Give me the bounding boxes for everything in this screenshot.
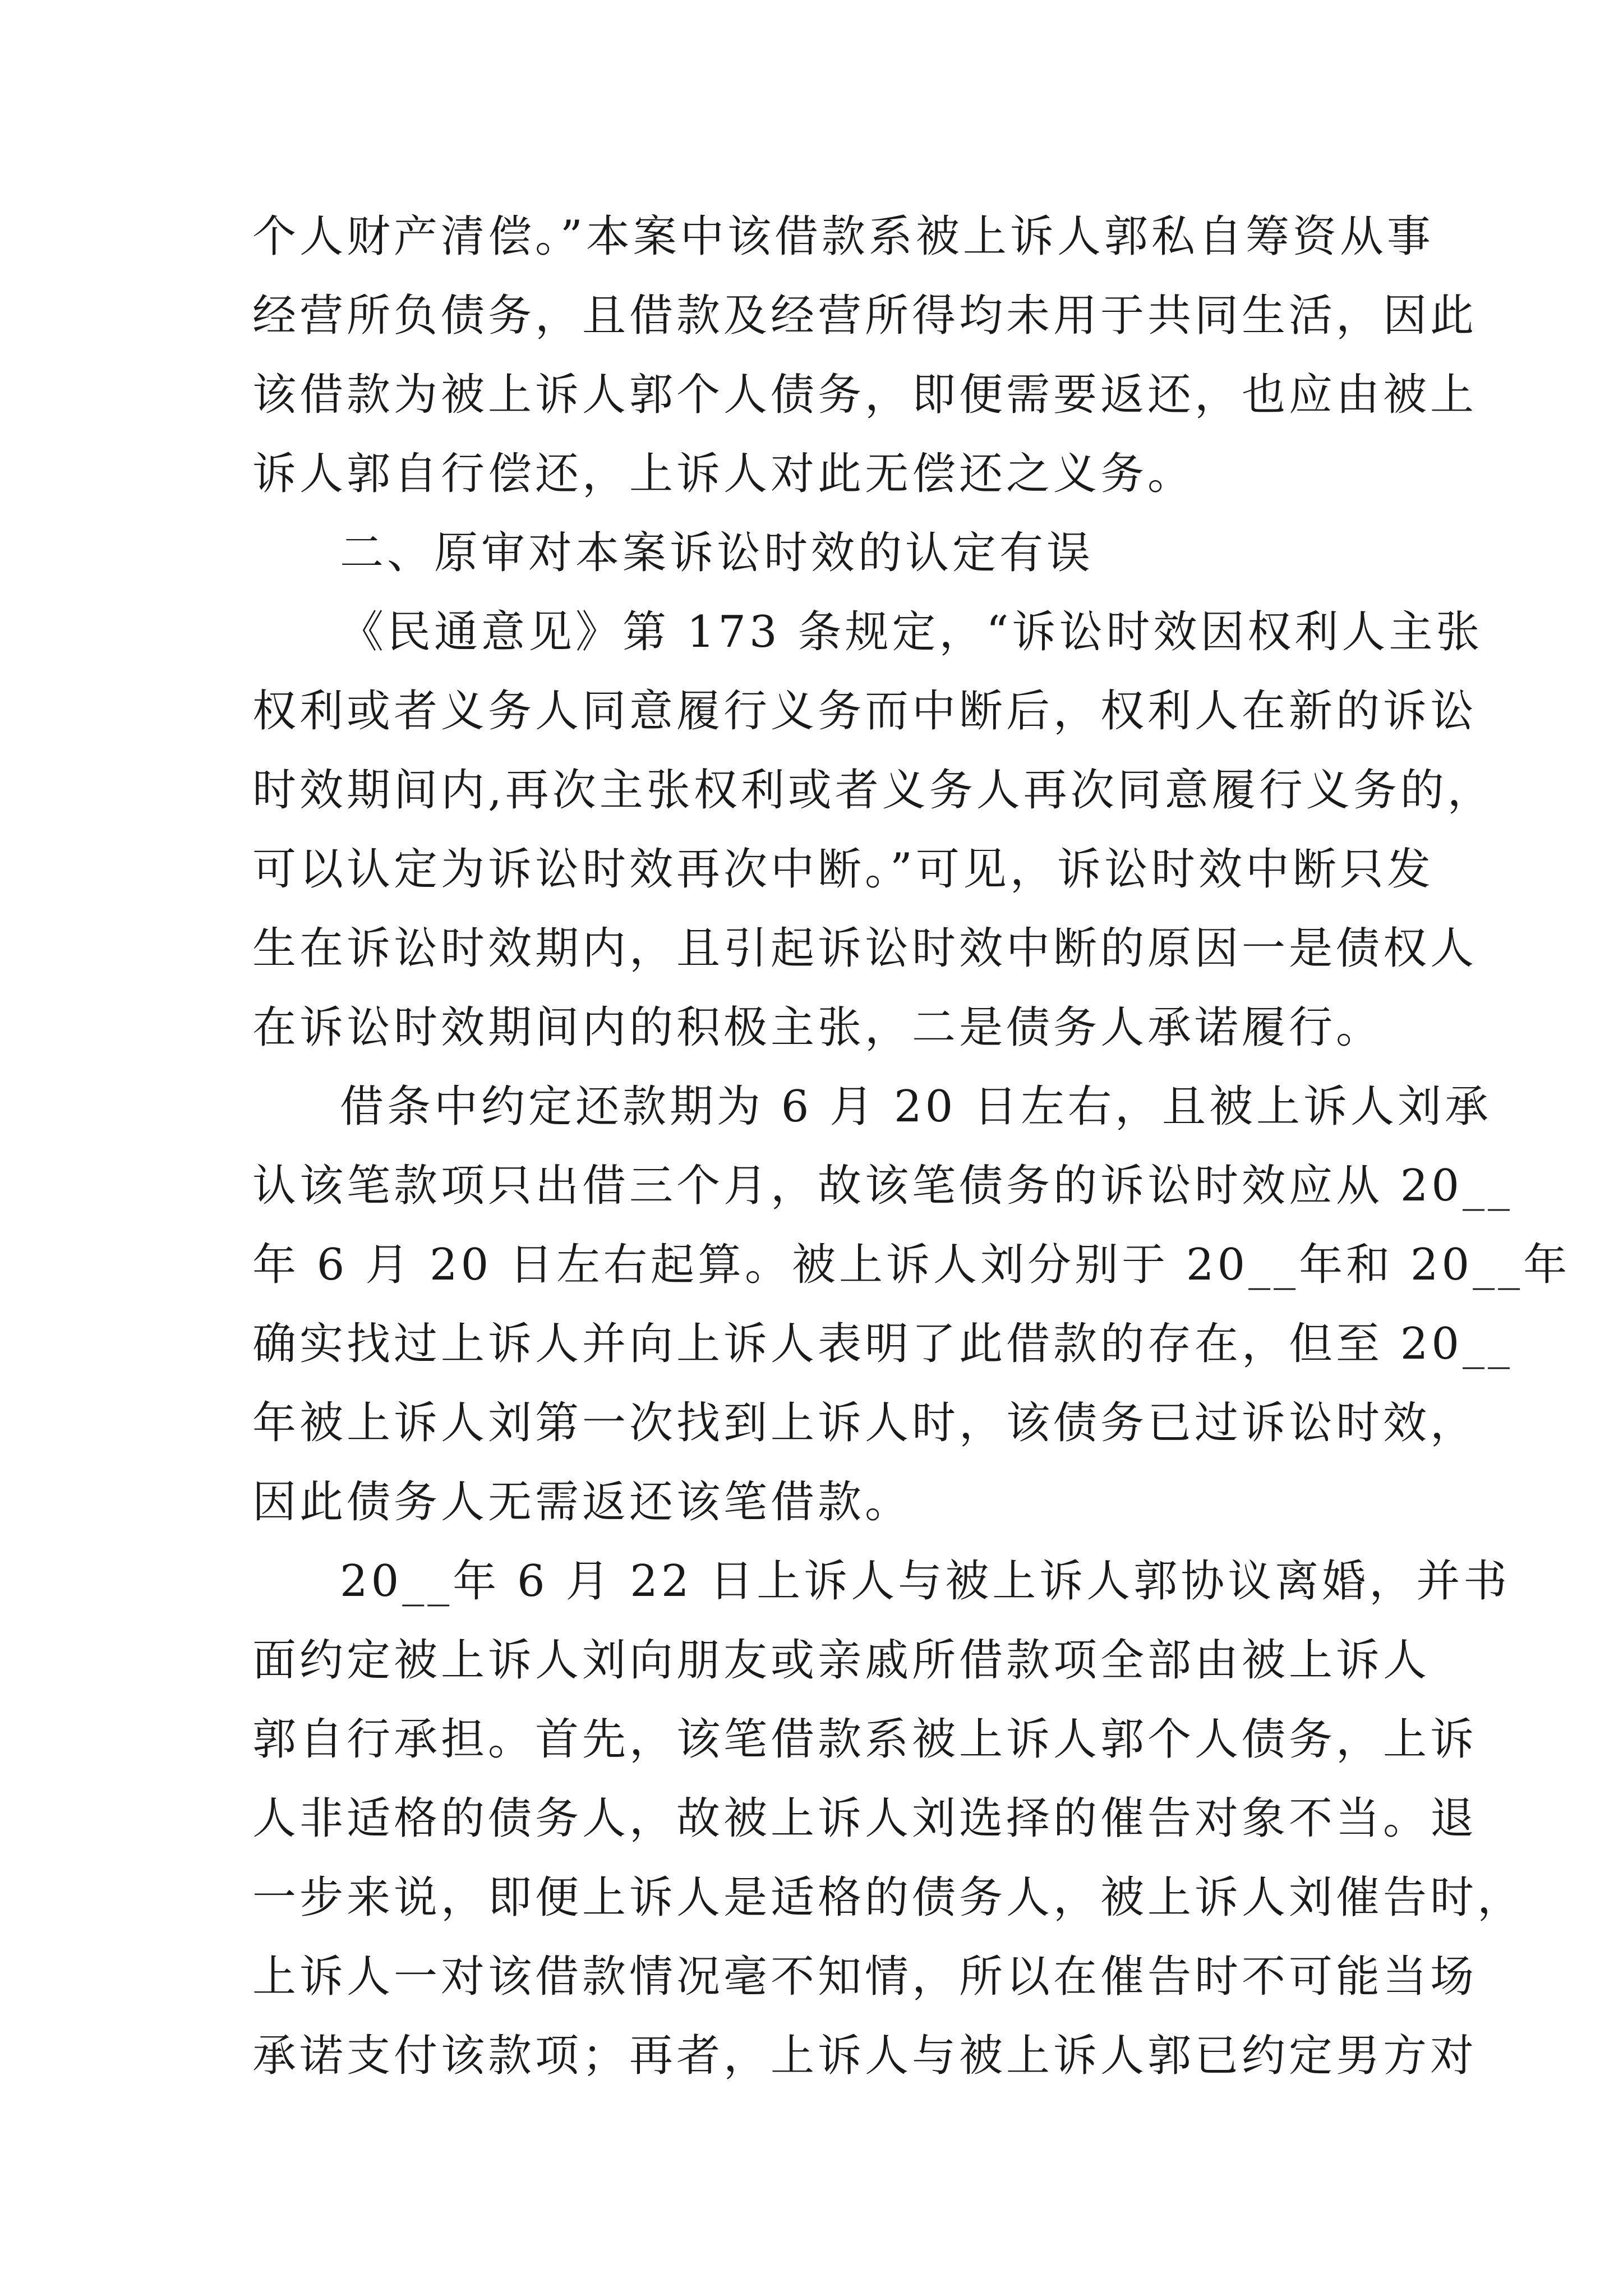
text-line: 可以认定为诉讼时效再次中断。”可见，诉讼时效中断只发 — [252, 844, 1434, 895]
text-line: 20__年 6 月 22 日上诉人与被上诉人郭协议离婚，并书 — [340, 1556, 1511, 1607]
text-line: 生在诉讼时效期内，且引起诉讼时效中断的原因一是债权人 — [252, 923, 1478, 974]
text-line: 经营所负债务，且借款及经营所得均未用于共同生活，因此 — [252, 291, 1478, 341]
text-line: 确实找过上诉人并向上诉人表明了此借款的存在，但至 20__ — [252, 1319, 1514, 1369]
text-line: 该借款为被上诉人郭个人债务，即便需要返还，也应由被上 — [252, 370, 1478, 420]
text-line: 认该笔款项只出借三个月，故该笔债务的诉讼时效应从 20__ — [252, 1161, 1514, 1211]
text-line: 因此债务人无需返还该笔借款。 — [252, 1477, 912, 1527]
text-line: 上诉人一对该借款情况毫不知情，所以在催告时不可能当场 — [252, 1952, 1478, 2002]
text-line: 借条中约定还款期为 6 月 20 日左右，且被上诉人刘承 — [340, 1082, 1492, 1132]
document-body — [252, 197, 1571, 2096]
text-line: 郭自行承担。首先，该笔借款系被上诉人郭个人债务，上诉 — [252, 1714, 1478, 1765]
text-line: 权利或者义务人同意履行义务而中断后，权利人在新的诉讼 — [252, 686, 1478, 737]
text-line: 《民通意见》第 173 条规定，“诉讼时效因权利人主张 — [340, 607, 1483, 657]
text-line: 承诺支付该款项；再者，上诉人与被上诉人郭已约定男方对 — [252, 2031, 1478, 2081]
text-line: 年 6 月 20 日左右起算。被上诉人刘分别于 20__年和 20__年 — [252, 1240, 1571, 1290]
text-line: 人非适格的债务人，故被上诉人刘选择的催告对象不当。退 — [252, 1793, 1478, 1844]
text-line: 个人财产清偿。”本案中该借款系被上诉人郭私自筹资从事 — [252, 211, 1434, 262]
text-line: 面约定被上诉人刘向朋友或亲戚所借款项全部由被上诉人 — [252, 1635, 1431, 1686]
text-line: 一步来说，即便上诉人是适格的债务人，被上诉人刘催告时， — [252, 1872, 1525, 1923]
text-line: 时效期间内,再次主张权利或者义务人再次同意履行义务的， — [252, 765, 1495, 816]
section-heading: 二、原审对本案诉讼时效的认定有误 — [340, 528, 1094, 578]
text-line: 诉人郭自行偿还，上诉人对此无偿还之义务。 — [252, 449, 1195, 499]
text-line: 在诉讼时效期间内的积极主张，二是债务人承诺履行。 — [252, 1002, 1384, 1053]
text-line: 年被上诉人刘第一次找到上诉人时，该债务已过诉讼时效， — [252, 1398, 1478, 1448]
